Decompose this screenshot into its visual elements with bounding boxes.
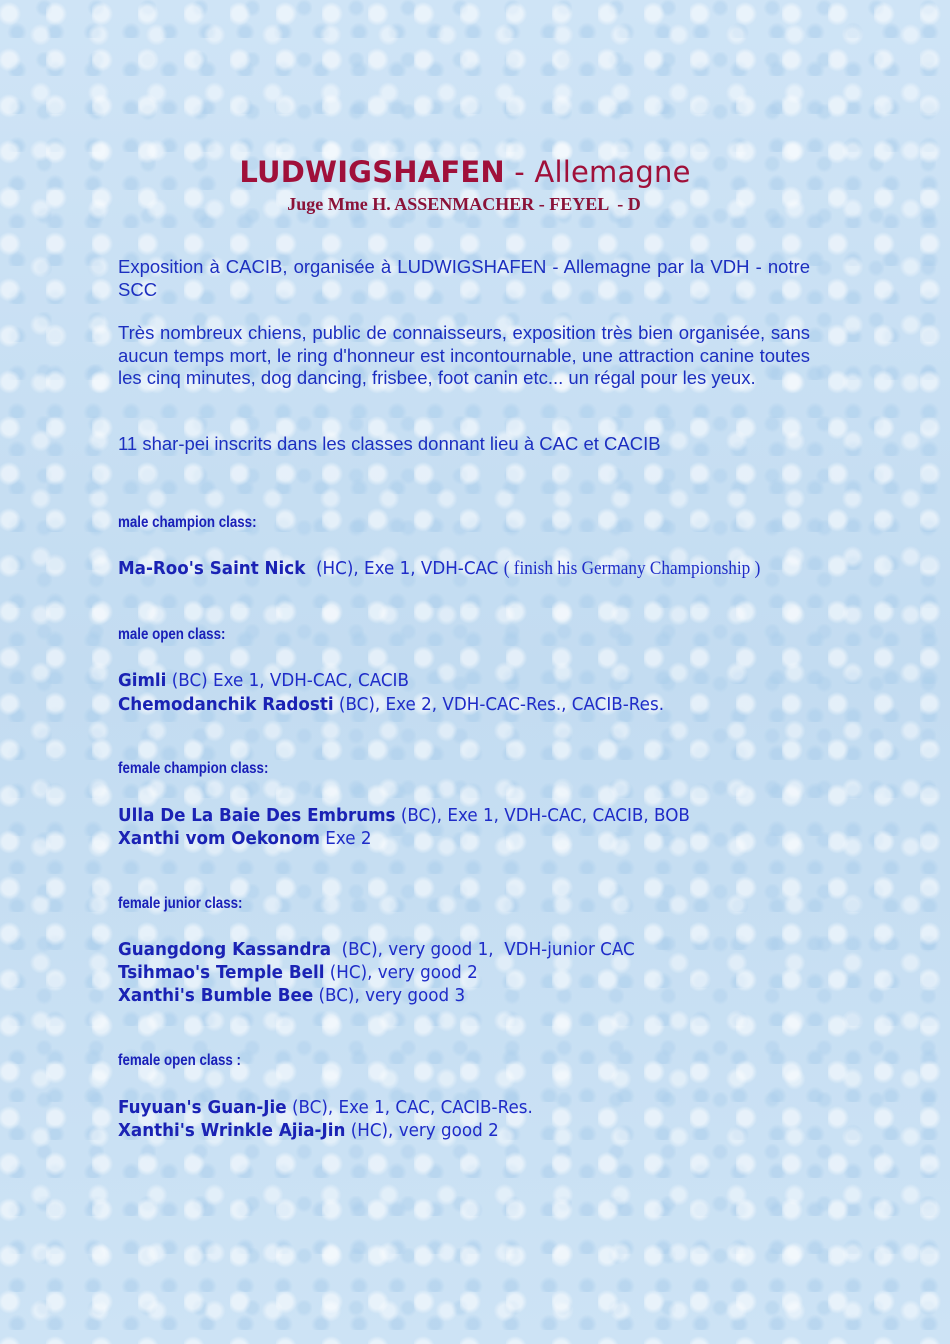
result-entry <box>118 558 760 580</box>
result-text: (BC) Exe 1, VDH-CAC, CACIB <box>166 670 409 691</box>
dog-name: Xanthi's Wrinkle Ajia-Jin <box>118 1120 346 1141</box>
dog-name: Chemodanchik Radosti <box>118 694 334 715</box>
class-heading-male-champion: male champion class: <box>118 514 257 531</box>
dog-name: Fuyuan's Guan-Jie <box>118 1097 287 1118</box>
title-city: LUDWIGSHAFEN <box>239 155 505 190</box>
result-text: (BC), Exe 1, VDH-CAC, CACIB, BOB <box>395 805 690 826</box>
result-text: (BC), Exe 1, CAC, CACIB-Res. <box>286 1097 533 1118</box>
result-text: (HC), Exe 1, VDH-CAC <box>305 558 504 579</box>
result-text: (HC), very good 2 <box>324 962 478 983</box>
result-entry <box>118 670 409 691</box>
dog-name: Guangdong Kassandra <box>118 939 332 960</box>
intro-paragraph: Exposition à CACIB, organisée à LUDWIGSHAFEN - Allemagne par la VDH - notre SCC <box>118 256 810 300</box>
result-entry <box>118 828 371 849</box>
result-text: Exe 2 <box>319 828 372 849</box>
intro-paragraph: Très nombreux chiens, public de connaisseurs, exposition très bien organisée, sans aucun temps mort, le ring d'honneur est incontournable, une attraction canine toutes les cinq minutes, dog dancing, frisbee, foot canin etc... un régal pour les yeux. <box>118 322 810 388</box>
class-heading-female-champion: female champion class: <box>118 760 269 777</box>
result-entry <box>118 985 465 1006</box>
result-text: (BC), Exe 2, VDH-CAC-Res., CACIB-Res. <box>333 694 665 715</box>
dog-name: Tsihmao's Temple Bell <box>118 962 325 983</box>
intro-paragraph: 11 shar-pei inscrits dans les classes donnant lieu à CAC et CACIB <box>118 433 661 454</box>
judge-line: Juge Mme H. ASSENMACHER - FEYEL - D <box>287 194 641 214</box>
dog-name: Ma-Roo's Saint Nick <box>118 558 306 579</box>
page-title <box>0 155 930 189</box>
class-heading-female-open: female open class : <box>118 1052 241 1069</box>
result-entry <box>118 962 478 983</box>
dog-name: Gimli <box>118 670 167 691</box>
result-entry <box>118 694 664 715</box>
dog-name: Xanthi vom Oekonom <box>118 828 320 849</box>
result-text: (BC), very good 1, VDH-junior CAC <box>331 939 635 960</box>
result-entry <box>118 939 635 960</box>
result-text: (HC), very good 2 <box>345 1120 499 1141</box>
result-text: (BC), very good 3 <box>313 985 466 1006</box>
dog-name: Ulla De La Baie Des Embrums <box>118 805 396 826</box>
result-entry <box>118 1120 499 1141</box>
title-country: Allemagne <box>534 155 691 190</box>
class-heading-female-junior: female junior class: <box>118 895 243 912</box>
result-entry <box>118 805 690 826</box>
dog-name: Xanthi's Bumble Bee <box>118 985 314 1006</box>
result-entry <box>118 1097 533 1118</box>
title-separator: - <box>504 155 535 190</box>
result-note: ( finish his Germany Championship ) <box>503 559 761 579</box>
class-heading-male-open: male open class: <box>118 626 226 643</box>
